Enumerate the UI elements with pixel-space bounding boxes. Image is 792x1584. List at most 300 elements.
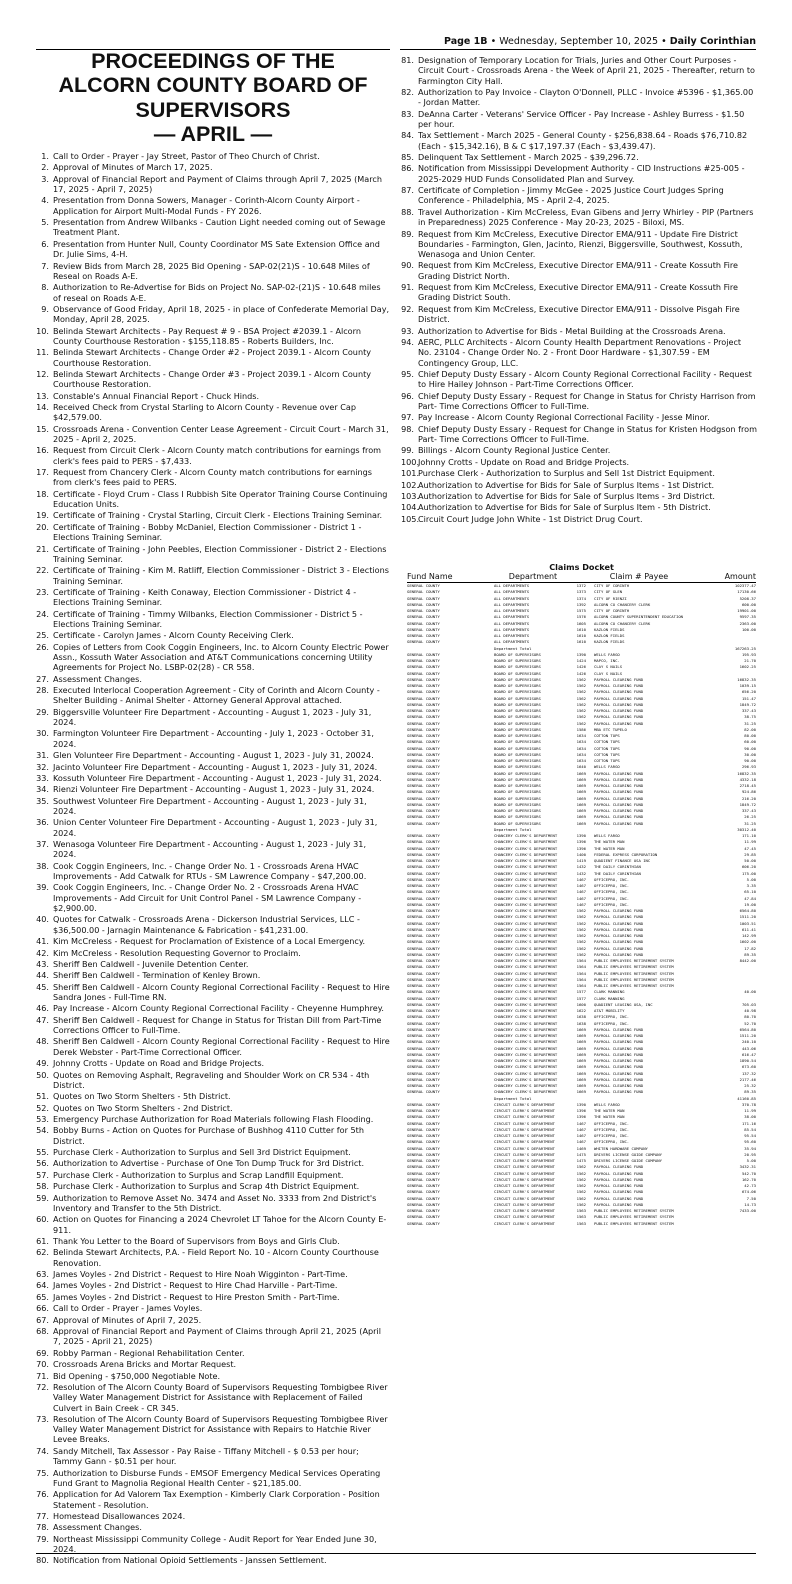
agenda-item <box>36 796 390 817</box>
agenda-item-text: Johnny Crotts - Update on Road and Bridge Projects. <box>53 1058 265 1069</box>
docket-claim-number: 1562 <box>576 1176 586 1182</box>
docket-department: BOARD OF SUPERVISORS <box>494 739 541 745</box>
agenda-item-number: 37. <box>36 839 49 850</box>
docket-fund: GENERAL COUNTY <box>407 939 440 945</box>
agenda-item-text: Bid Opening - $750,000 Negotiable Note. <box>53 1370 221 1381</box>
agenda-item-text: Kim McCreless - Resolution Requesting Governor to Proclaim. <box>53 947 301 958</box>
agenda-item-number: 90. <box>401 260 414 271</box>
docket-fund: GENERAL COUNTY <box>407 933 440 938</box>
docket-department: BOARD OF SUPERVISORS <box>494 683 541 688</box>
agenda-item-number: 61. <box>36 1236 49 1247</box>
docket-claim-number: 1577 <box>576 989 586 995</box>
claims-docket <box>407 562 756 1227</box>
docket-department: ALL DEPARTMENTS <box>494 639 530 645</box>
docket-fund: GENERAL COUNTY <box>407 995 440 1001</box>
docket-amount: 1511.20 <box>739 1033 756 1038</box>
docket-amount: 40.00 <box>744 989 756 995</box>
agenda-item-number: 57. <box>36 1169 49 1180</box>
docket-fund: GENERAL COUNTY <box>407 1183 440 1188</box>
docket-amount: 5.00 <box>746 876 756 882</box>
docket-payee: CITY OF CORINTH <box>594 608 630 613</box>
agenda-item-number: 70. <box>36 1359 49 1370</box>
docket-department: CIRCUIT CLERK'S DEPARTMENT <box>494 1220 555 1226</box>
agenda-item-text: Pay Increase - Alcorn County Regional Correctional Facility - Cheyenne Humphrey. <box>53 1003 384 1014</box>
agenda-item-number: 63. <box>36 1269 49 1280</box>
docket-payee: COTTON TOPS <box>594 758 620 763</box>
docket-department: BOARD OF SUPERVISORS <box>494 695 541 701</box>
docket-fund: GENERAL COUNTY <box>407 1170 440 1176</box>
docket-amount: 171.10 <box>741 833 756 838</box>
docket-payee: PAYROLL CLEARING FUND <box>594 1051 644 1057</box>
docket-claim-number: 1576 <box>576 614 586 620</box>
docket-claim-number: 1622 <box>576 1008 586 1013</box>
agenda-item <box>36 982 390 1003</box>
docket-amount: 50.00 <box>744 858 756 863</box>
docket-department: CHANCERY CLERK'S DEPARTMENT <box>494 895 558 901</box>
docket-department: BOARD OF SUPERVISORS <box>494 808 541 813</box>
docket-amount: 30.00 <box>744 751 756 757</box>
docket-department: CHANCERY CLERK'S DEPARTMENT <box>494 1070 558 1076</box>
agenda-item-number: 34. <box>36 784 49 795</box>
docket-payee: PUBLIC EMPLOYEES RETIREMENT SYSTEM <box>594 964 674 970</box>
agenda-item <box>36 239 390 260</box>
agenda-item <box>36 1446 390 1467</box>
docket-payee: PAYROLL CLEARING FUND <box>594 1189 644 1195</box>
agenda-item <box>36 445 390 466</box>
agenda-item-number: 6. <box>41 238 49 249</box>
docket-fund: GENERAL COUNTY <box>407 970 440 976</box>
agenda-item-number: 11. <box>36 347 49 358</box>
agenda-item <box>36 1371 390 1381</box>
agenda-item-number: 79. <box>36 1533 49 1544</box>
agenda-item-text: Quotes on Removing Asphalt, Regraveling and Shoulder Work on CR 534 - 4th District. <box>53 1069 370 1090</box>
docket-claim-number: 1669 <box>576 1033 586 1038</box>
docket-department: CHANCERY CLERK'S DEPARTMENT <box>494 964 558 970</box>
docket-amount: 82.00 <box>744 726 756 732</box>
agenda-item <box>36 467 390 488</box>
docket-claim-number: 1372 <box>576 583 586 588</box>
docket-payee: THE DAILY CORINTHIAN <box>594 864 641 870</box>
docket-payee: COTTON TOPS <box>594 751 620 757</box>
agenda-item-number: 75. <box>36 1467 49 1478</box>
docket-payee: PAYROLL CLEARING FUND <box>594 801 644 807</box>
docket-amount: 17130.66 <box>737 589 756 595</box>
docket-fund: GENERAL COUNTY <box>407 1145 440 1151</box>
docket-payee: OFFICEPRO, INC. <box>594 1139 630 1145</box>
docket-amount: 14.73 <box>744 1201 756 1207</box>
agenda-item <box>36 1170 390 1180</box>
agenda-item-number: 48. <box>36 1036 49 1047</box>
docket-fund: GENERAL COUNTY <box>407 908 440 913</box>
docket-amount: 542.70 <box>741 1170 756 1176</box>
agenda-item-number: 88. <box>401 206 414 217</box>
docket-amount: 100.00 <box>741 626 756 632</box>
agenda-item <box>36 1468 390 1489</box>
docket-amount: 5208.37 <box>739 595 756 601</box>
docket-payee: CLARK MANNING <box>594 995 625 1001</box>
docket-claim-number: 1419 <box>576 858 586 863</box>
docket-payee: PAYROLL CLEARING FUND <box>594 933 644 938</box>
agenda-item-text: Resolution of The Alcorn County Board of Supervisors Requesting Tombigbee River Valley Water Management District for Assistance with Repairs to Hatchie River Levee Breaks. <box>53 1413 388 1445</box>
docket-claim-number: 1669 <box>576 1089 586 1095</box>
docket-amount: 656.20 <box>741 689 756 695</box>
agenda-item <box>36 326 390 347</box>
docket-claim-number: 1562 <box>576 926 586 932</box>
docket-claim-number: 1426 <box>576 670 586 676</box>
docket-department: CHANCERY CLERK'S DEPARTMENT <box>494 1058 558 1063</box>
agenda-item <box>401 412 757 422</box>
agenda-item-number: 84. <box>401 130 414 141</box>
agenda-item <box>36 609 390 630</box>
agenda-item-number: 1. <box>41 151 49 161</box>
docket-fund: GENERAL COUNTY <box>407 1033 440 1038</box>
docket-department: BOARD OF SUPERVISORS <box>494 783 541 788</box>
docket-claim-number: 1634 <box>576 745 586 751</box>
docket-payee: PAYROLL CLEARING FUND <box>594 1164 644 1170</box>
docket-claim-number: 1610 <box>576 633 586 638</box>
docket-claim-number: 1432 <box>576 864 586 870</box>
agenda-item-text: Request from Kim McCreless, Executive Director EMA/911 - Dissolve Pisgah Fire District. <box>418 303 740 325</box>
agenda-item <box>36 162 390 172</box>
agenda-item-text: Presentation from Donna Sowers, Manager - Corinth-Alcorn County Airport - Application for Airport Multi-Modal Funds - FY 2026. <box>53 195 360 216</box>
docket-amount: 4332.18 <box>739 776 756 782</box>
docket-claim-number: 1467 <box>576 1139 586 1145</box>
docket-department: Department Total <box>494 826 532 832</box>
docket-payee: PAYROLL CLEARING FUND <box>594 951 644 957</box>
agenda-item-number: 94. <box>401 336 414 347</box>
agenda-item-text: Certificate - Carolyn James - Alcorn County Receiving Clerk. <box>53 630 294 641</box>
docket-payee: PAYROLL CLEARING FUND <box>594 708 644 713</box>
agenda-item-number: 89. <box>401 228 414 239</box>
agenda-item-text: Certificate of Training - Crystal Starling, Circuit Clerk - Elections Training Seminar. <box>53 510 383 521</box>
docket-department: BOARD OF SUPERVISORS <box>494 789 541 795</box>
docket-department: CIRCUIT CLERK'S DEPARTMENT <box>494 1108 555 1113</box>
agenda-item <box>36 882 390 913</box>
docket-fund: GENERAL COUNTY <box>407 1051 440 1057</box>
agenda-item-text: AERC, PLLC Architects - Alcorn County Health Department Renovations - Project No. 23104 - Change Order No. 2 - Front Door Hardware - $1,307.59 - EM Contingency Group, LLC. <box>418 336 742 368</box>
docket-payee: PAYROLL CLEARING FUND <box>594 1170 644 1176</box>
docket-claim-number: 1390 <box>576 1101 586 1107</box>
agenda-item-number: 26. <box>36 641 49 652</box>
docket-fund: GENERAL COUNTY <box>407 720 440 726</box>
docket-fund: GENERAL COUNTY <box>407 1164 440 1170</box>
docket-claim-number: 1390 <box>576 651 586 657</box>
docket-department: BOARD OF SUPERVISORS <box>494 770 541 776</box>
docket-fund: GENERAL COUNTY <box>407 1026 440 1032</box>
docket-fund: GENERAL COUNTY <box>407 739 440 745</box>
agenda-item <box>36 1489 390 1510</box>
agenda-item <box>401 185 757 206</box>
docket-amount: 20.95 <box>744 1151 756 1157</box>
docket-claim-number: 1669 <box>576 1051 586 1057</box>
agenda-item <box>401 229 757 260</box>
docket-department: CIRCUIT CLERK'S DEPARTMENT <box>494 1101 555 1107</box>
agenda-item-number: 85. <box>401 152 414 163</box>
agenda-item-number: 17. <box>36 467 49 478</box>
agenda-item-number: 9. <box>41 303 49 314</box>
docket-claim-number: 1562 <box>576 689 586 695</box>
docket-amount: 95.54 <box>744 1133 756 1138</box>
agenda-item-text: Action on Quotes for Financing a 2024 Chevrolet LT Tahoe for the Alcorn County E-911. <box>53 1214 387 1235</box>
docket-department: ALL DEPARTMENTS <box>494 608 530 613</box>
agenda-item <box>36 861 390 882</box>
docket-fund: GENERAL COUNTY <box>407 770 440 776</box>
agenda-item <box>36 1003 390 1013</box>
docket-amount: 924.86 <box>741 789 756 795</box>
agenda-item-number: 53. <box>36 1114 49 1124</box>
agenda-item-number: 81. <box>401 55 414 65</box>
docket-department: CHANCERY CLERK'S DEPARTMENT <box>494 1051 558 1057</box>
docket-payee: PAYROLL CLEARING FUND <box>594 720 644 726</box>
agenda-item <box>36 1036 390 1057</box>
agenda-item <box>36 1158 390 1168</box>
docket-fund: GENERAL COUNTY <box>407 776 440 782</box>
docket-department: CHANCERY CLERK'S DEPARTMENT <box>494 939 558 945</box>
docket-amount: 370.78 <box>741 1101 756 1107</box>
agenda-item-number: 36. <box>36 817 49 828</box>
docket-department: CHANCERY CLERK'S DEPARTMENT <box>494 945 558 951</box>
agenda-item <box>36 936 390 946</box>
docket-payee: OFFICEPRO, INC. <box>594 1020 630 1026</box>
docket-claim-number: 1634 <box>576 739 586 745</box>
docket-department: CIRCUIT CLERK'S DEPARTMENT <box>494 1201 555 1207</box>
agenda-item-text: Thank You Letter to the Board of Supervisors from Boys and Girls Club. <box>53 1236 340 1247</box>
agenda-item <box>36 1534 390 1555</box>
docket-claim-number: 1562 <box>576 683 586 688</box>
docket-fund: GENERAL COUNTY <box>407 1108 440 1113</box>
docket-payee: PAYROLL CLEARING FUND <box>594 1195 644 1201</box>
agenda-item-text: Bobby Burns - Action on Quotes for Purchase of Bushhog 4110 Cutter for 5th District. <box>53 1125 364 1146</box>
agenda-item <box>36 959 390 969</box>
docket-amount: 3.35 <box>746 883 756 888</box>
docket-claim-number: 1669 <box>576 1083 586 1088</box>
docket-payee: OFFICEPRO, INC. <box>594 889 630 895</box>
docket-amount: 337.43 <box>741 808 756 813</box>
docket-fund: GENERAL COUNTY <box>407 664 440 670</box>
agenda-item-text: Approval of Minutes of April 7, 2025. <box>53 1314 202 1325</box>
agenda-item <box>36 174 390 195</box>
agenda-item-text: Authorization to Advertise for Bids for Sale of Surplus Items - 3rd District. <box>418 490 716 501</box>
agenda-item <box>401 163 757 184</box>
docket-amount: 2718.45 <box>739 783 756 788</box>
agenda-item-text: Certificate of Training - Kim M. Ratliff, Election Commissioner - District 3 - Elections Training Seminar. <box>53 565 389 586</box>
agenda-item-number: 44. <box>36 970 49 981</box>
agenda-item-number: 16. <box>36 445 49 456</box>
agenda-item-number: 83. <box>401 108 414 119</box>
docket-department: CHANCERY CLERK'S DEPARTMENT <box>494 889 558 895</box>
docket-claim-number: 1563 <box>576 1220 586 1226</box>
docket-claim-number: 1562 <box>576 914 586 920</box>
agenda-item <box>36 1091 390 1101</box>
docket-fund: GENERAL COUNTY <box>407 714 440 720</box>
docket-department: CIRCUIT CLERK'S DEPARTMENT <box>494 1195 555 1201</box>
agenda-item <box>401 326 757 336</box>
agenda-item-number: 101. <box>401 468 420 479</box>
docket-payee: QUADIENT FINANCE USA INC <box>594 858 651 863</box>
docket-amount: 337.43 <box>741 708 756 713</box>
docket-amount: 151.47 <box>741 695 756 701</box>
agenda-item <box>36 1269 390 1279</box>
agenda-item-number: 20. <box>36 521 49 532</box>
docket-claim-number: 1562 <box>576 933 586 938</box>
agenda-item <box>36 1414 390 1445</box>
docket-payee: PAYROLL CLEARING FUND <box>594 1183 644 1188</box>
docket-amount: 42.73 <box>744 1183 756 1188</box>
docket-fund: GENERAL COUNTY <box>407 1089 440 1095</box>
docket-fund: GENERAL COUNTY <box>407 783 440 788</box>
agenda-item-text: Purchase Clerk - Authorization to Surplus and Scrap Landfill Equipment. <box>53 1169 344 1180</box>
docket-fund: GENERAL COUNTY <box>407 1008 440 1013</box>
agenda-item-number: 78. <box>36 1522 49 1533</box>
agenda-item-text: Belinda Stewart Architects, P.A. - Field Report No. 10 - Alcorn County Courthouse Renovation. <box>53 1247 379 1268</box>
docket-claim-number: 1563 <box>576 1214 586 1220</box>
docket-fund: GENERAL COUNTY <box>407 1139 440 1145</box>
docket-fund: GENERAL COUNTY <box>407 914 440 920</box>
docket-amount: 600.00 <box>741 601 756 607</box>
agenda-item <box>36 544 390 565</box>
bottom-rule <box>36 1553 756 1554</box>
docket-department: CHANCERY CLERK'S DEPARTMENT <box>494 983 558 988</box>
agenda-item <box>36 510 390 520</box>
docket-claim-number: 1373 <box>576 589 586 595</box>
docket-payee: OFFICEPRO, INC. <box>594 895 630 901</box>
agenda-item-number: 67. <box>36 1314 49 1325</box>
docket-claim-number: 1638 <box>576 1014 586 1020</box>
docket-claim-number: 1562 <box>576 676 586 682</box>
docket-fund: GENERAL COUNTY <box>407 701 440 707</box>
docket-payee: PAYROLL CLEARING FUND <box>594 820 644 826</box>
docket-payee: AT&T MOBILITY <box>594 1008 625 1013</box>
docket-fund: GENERAL COUNTY <box>407 1114 440 1120</box>
agenda-item-text: Approval of Financial Report and Payment of Claims through April 7, 2025 (March 17, 2025 - April 7, 2025) <box>53 173 382 195</box>
docket-fund: GENERAL COUNTY <box>407 758 440 763</box>
agenda-item-number: 87. <box>401 185 414 196</box>
agenda-item-number: 47. <box>36 1014 49 1025</box>
docket-payee: CITY OF GLEN <box>594 589 623 595</box>
agenda-item-text: Notification from Mississippi Development Authority - CID Instructions #25-005 - 2025-2029 HUD Funds Consolidated Plan and Survey. <box>418 163 745 184</box>
proceedings-list-right <box>401 55 757 525</box>
docket-claim-number: 1669 <box>576 795 586 801</box>
agenda-item-text: Robby Parman - Regional Rehabilitation Center. <box>53 1347 245 1358</box>
docket-fund: GENERAL COUNTY <box>407 733 440 738</box>
docket-department: CIRCUIT CLERK'S DEPARTMENT <box>494 1120 555 1126</box>
docket-claim-number: 1669 <box>576 789 586 795</box>
agenda-item-number: 60. <box>36 1214 49 1225</box>
agenda-item-number: 18. <box>36 488 49 499</box>
agenda-item-text: Rienzi Volunteer Fire Department - Accounting - August 1, 2023 - July 31, 2024. <box>53 784 375 795</box>
agenda-item <box>36 728 390 749</box>
agenda-item-text: Chief Deputy Dusty Essary - Alcorn County Regional Correctional Facility - Request to Hire Hailey Johnson - Part-Time Corrections Officer. <box>418 368 752 390</box>
agenda-item-number: 59. <box>36 1192 49 1203</box>
agenda-item-text: Certificate of Training - Bobby McDaniel, Election Commissioner - District 1 - Elections Training Seminar. <box>53 521 362 543</box>
docket-amount: 137.32 <box>741 1070 756 1076</box>
agenda-item-text: Certificate - Floyd Crum - Class I Rubbish Site Operator Training Course Continuing Education Units. <box>53 488 388 510</box>
docket-department: CHANCERY CLERK'S DEPARTMENT <box>494 914 558 920</box>
agenda-item-number: 2. <box>41 162 49 173</box>
docket-department: CHANCERY CLERK'S DEPARTMENT <box>494 1020 558 1026</box>
agenda-item-text: Certificate of Completion - Jimmy McGee - 2025 Justice Court Judges Spring Conference - Philadelphia, MS - April 2-4, 2025. <box>418 185 724 206</box>
docket-fund: GENERAL COUNTY <box>407 1070 440 1076</box>
docket-payee: OFFICEPRO, INC. <box>594 876 630 882</box>
newspaper-name: Daily Corinthian <box>669 36 756 47</box>
agenda-item-text: Chief Deputy Dusty Essary - Request for Change in Status for Kristen Hodgson from Part- Time Corrections Officer to Full-Time. <box>418 423 757 444</box>
docket-department: CIRCUIT CLERK'S DEPARTMENT <box>494 1139 555 1145</box>
docket-claim-number: 1562 <box>576 908 586 913</box>
docket-department: BOARD OF SUPERVISORS <box>494 758 541 763</box>
docket-department: CIRCUIT CLERK'S DEPARTMENT <box>494 1158 555 1163</box>
agenda-item-text: Certificate of Training - Timmy Wilbanks, Election Commissioner - District 5 - Elections Training Seminar. <box>53 608 363 629</box>
agenda-item <box>36 282 390 303</box>
docket-amount: 41160.85 <box>737 1095 756 1101</box>
page-header <box>400 36 756 48</box>
docket-department: ALL DEPARTMENTS <box>494 595 530 601</box>
docket-payee: WELLS FARGO <box>594 1101 620 1107</box>
docket-department: BOARD OF SUPERVISORS <box>494 676 541 682</box>
top-rule-right <box>400 49 756 50</box>
agenda-item-number: 42. <box>36 947 49 958</box>
agenda-item <box>36 750 390 760</box>
agenda-item-text: Approval of Minutes of March 17, 2025. <box>53 162 213 173</box>
docket-fund: GENERAL COUNTY <box>407 1039 440 1045</box>
agenda-item-text: Belinda Stewart Architects - Change Order #2 - Project 2039.1 - Alcorn County Courthouse Restoration. <box>53 347 372 368</box>
agenda-item-text: Copies of Letters from Cook Coggin Engineers, Inc. to Alcorn County Electric Power Assn., Kossuth Water Association and AT&T Communications concerning Utility Agreements for Project No. LSBP-02(28) - CR 558. <box>53 641 389 673</box>
agenda-item-text: Southwest Volunteer Fire Department - Accounting - August 1, 2023 - July 31, 2024. <box>53 795 367 816</box>
docket-claim-number: 1562 <box>576 1195 586 1201</box>
agenda-item <box>36 630 390 640</box>
agenda-item <box>401 457 757 467</box>
docket-fund: GENERAL COUNTY <box>407 920 440 926</box>
docket-amount: 35.94 <box>744 1145 756 1151</box>
docket-claim-number: 1669 <box>576 1045 586 1051</box>
agenda-item-number: 97. <box>401 412 414 423</box>
agenda-item-number: 14. <box>36 402 49 413</box>
docket-department: BOARD OF SUPERVISORS <box>494 745 541 751</box>
agenda-item-text: Notification from National Opioid Settlements - Janssen Settlement. <box>53 1555 327 1566</box>
agenda-item <box>36 1236 390 1246</box>
docket-fund: GENERAL COUNTY <box>407 901 440 907</box>
docket-department: CHANCERY CLERK'S DEPARTMENT <box>494 1083 558 1088</box>
docket-payee: WHITEN HARDWARE COMPANY <box>594 1145 648 1151</box>
agenda-item <box>36 1348 390 1358</box>
agenda-item-number: 15. <box>36 423 49 434</box>
agenda-item-number: 103. <box>401 490 420 501</box>
docket-amount: 1849.72 <box>739 801 756 807</box>
docket-amount: 616.47 <box>741 1051 756 1057</box>
docket-payee: PAYROLL CLEARING FUND <box>594 1176 644 1182</box>
agenda-item <box>36 587 390 608</box>
docket-claim-number: 1562 <box>576 701 586 707</box>
docket-claim-number: 1669 <box>576 783 586 788</box>
docket-amount: 1039.15 <box>739 683 756 688</box>
agenda-item <box>36 1315 390 1325</box>
docket-amount: 60.00 <box>744 739 756 745</box>
docket-claim-number: 1669 <box>576 1026 586 1032</box>
agenda-item-number: 71. <box>36 1370 49 1381</box>
docket-payee: PAYROLL CLEARING FUND <box>594 945 644 951</box>
docket-payee: CITY OF CORINTH <box>594 583 630 588</box>
docket-department: CIRCUIT CLERK'S DEPARTMENT <box>494 1208 555 1213</box>
docket-department: ALL DEPARTMENTS <box>494 626 530 632</box>
docket-fund: GENERAL COUNTY <box>407 926 440 932</box>
docket-department: CHANCERY CLERK'S DEPARTMENT <box>494 883 558 888</box>
docket-fund: GENERAL COUNTY <box>407 1214 440 1220</box>
docket-claim-number: 1610 <box>576 639 586 645</box>
docket-payee: PAYROLL CLEARING FUND <box>594 808 644 813</box>
docket-department: CHANCERY CLERK'S DEPARTMENT <box>494 839 558 845</box>
docket-amount: 16832.35 <box>737 770 756 776</box>
agenda-item-number: 96. <box>401 390 414 401</box>
docket-amount: 705.03 <box>741 1001 756 1007</box>
